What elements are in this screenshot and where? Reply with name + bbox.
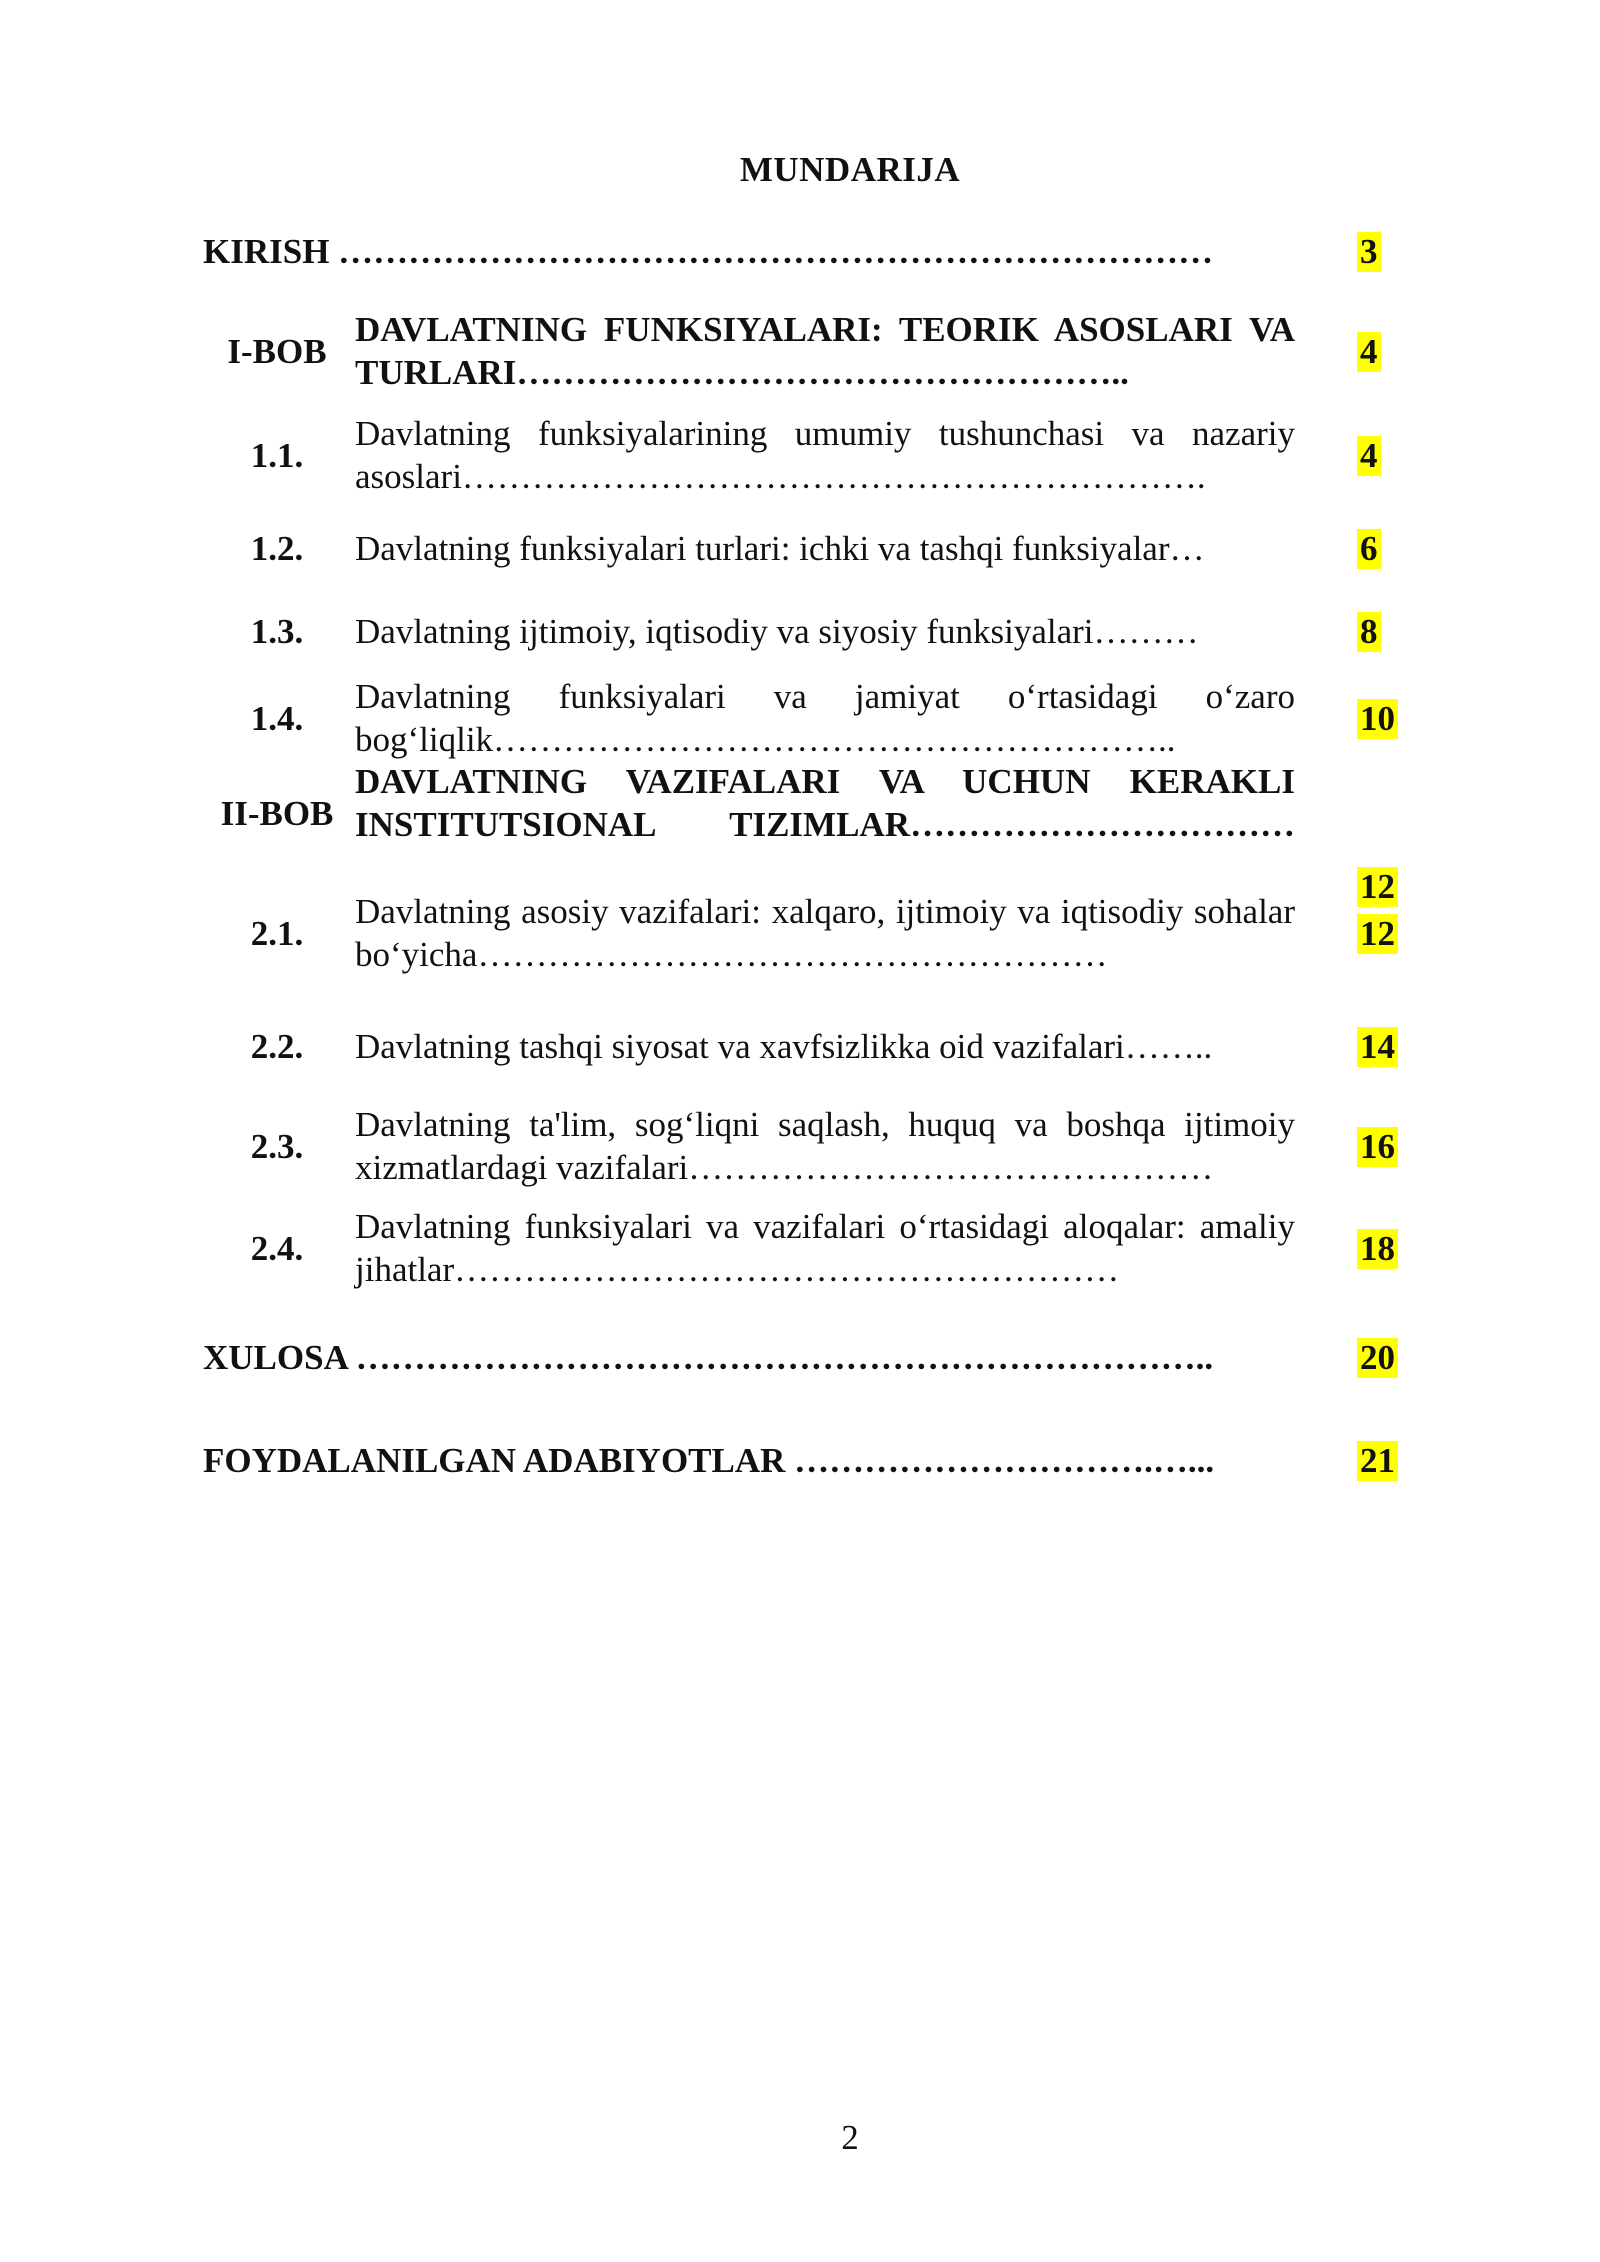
toc-chapter-label: II-BOB: [220, 794, 334, 833]
toc-entry-text: Davlatning funksiyalari va vazifalari o‘rtasidagi aloqalar: amaliy jihatlar…………………………………………………: [355, 1207, 1295, 1289]
toc-section-label: 2.1.: [250, 914, 304, 953]
toc-page-number: 6: [1357, 529, 1381, 569]
toc-page-number: 8: [1357, 612, 1381, 652]
toc-page-number: 12: [1357, 867, 1398, 907]
toc-section-label: 2.4.: [250, 1229, 304, 1268]
toc-entry-text: KIRISH …………………………………………………………………: [203, 232, 1214, 271]
toc-section-label: 1.3.: [250, 612, 304, 651]
toc-page-number: 18: [1357, 1229, 1398, 1269]
toc-page-number: 10: [1357, 699, 1398, 739]
toc-entry-text: Davlatning ta'lim, sog‘liqni saqlash, huquq va boshqa ijtimoiy xizmatlardagi vazifalari………………………………………: [355, 1105, 1295, 1187]
toc-entry-text: DAVLATNING FUNKSIYALARI: TEORIK ASOSLARI VA TURLARI……………………………………………..: [355, 310, 1295, 392]
toc-entry-text: FOYDALANILGAN ADABIYOTLAR ………………………….…...: [203, 1441, 1215, 1480]
toc-page-number: 14: [1357, 1027, 1398, 1067]
page-title: MUNDARIJA: [739, 150, 961, 189]
toc-entry-text: Davlatning ijtimoiy, iqtisodiy va siyosiy funksiyalari………: [355, 612, 1199, 651]
toc-entry-text: Davlatning funksiyalari turlari: ichki va tashqi funksiyalar…: [355, 529, 1205, 568]
toc-section-label: 1.2.: [250, 529, 304, 568]
toc-entry-text: Davlatning asosiy vazifalari: xalqaro, ijtimoiy va iqtisodiy sohalar bo‘yicha………………………………………………: [355, 892, 1295, 974]
toc-page-number: 16: [1357, 1127, 1398, 1167]
toc-page-number: 4: [1357, 436, 1381, 476]
toc-page-number: 20: [1357, 1338, 1398, 1378]
toc-entry-text: Davlatning funksiyalarining umumiy tushunchasi va nazariy asoslari……………………………………………………….: [355, 414, 1295, 496]
toc-section-label: 2.2.: [250, 1027, 304, 1066]
toc-entry-text: Davlatning funksiyalari va jamiyat o‘rtasidagi o‘zaro bog‘liqlik…………………………………………………..: [355, 677, 1295, 759]
toc-page-number: 4: [1357, 332, 1381, 372]
toc-page-number: 3: [1357, 232, 1381, 272]
toc-section-label: 1.1.: [250, 436, 304, 475]
toc-section-label: 2.3.: [250, 1127, 304, 1166]
toc-entry-text: Davlatning tashqi siyosat va xavfsizlikka oid vazifalari……..: [355, 1027, 1213, 1066]
toc-section-label: 1.4.: [250, 699, 304, 738]
toc-entry-text: XULOSA ………………………………………………………………..: [203, 1338, 1214, 1377]
page-number: 2: [841, 2118, 859, 2157]
toc-page-number: 12: [1357, 914, 1398, 954]
toc-page-number: 21: [1357, 1441, 1398, 1481]
toc-chapter-label: I-BOB: [227, 332, 327, 371]
toc-entry-text: DAVLATNING VAZIFALARI VA UCHUN KERAKLI INSTITUTSIONAL TIZIMLAR……………………………: [355, 762, 1295, 844]
